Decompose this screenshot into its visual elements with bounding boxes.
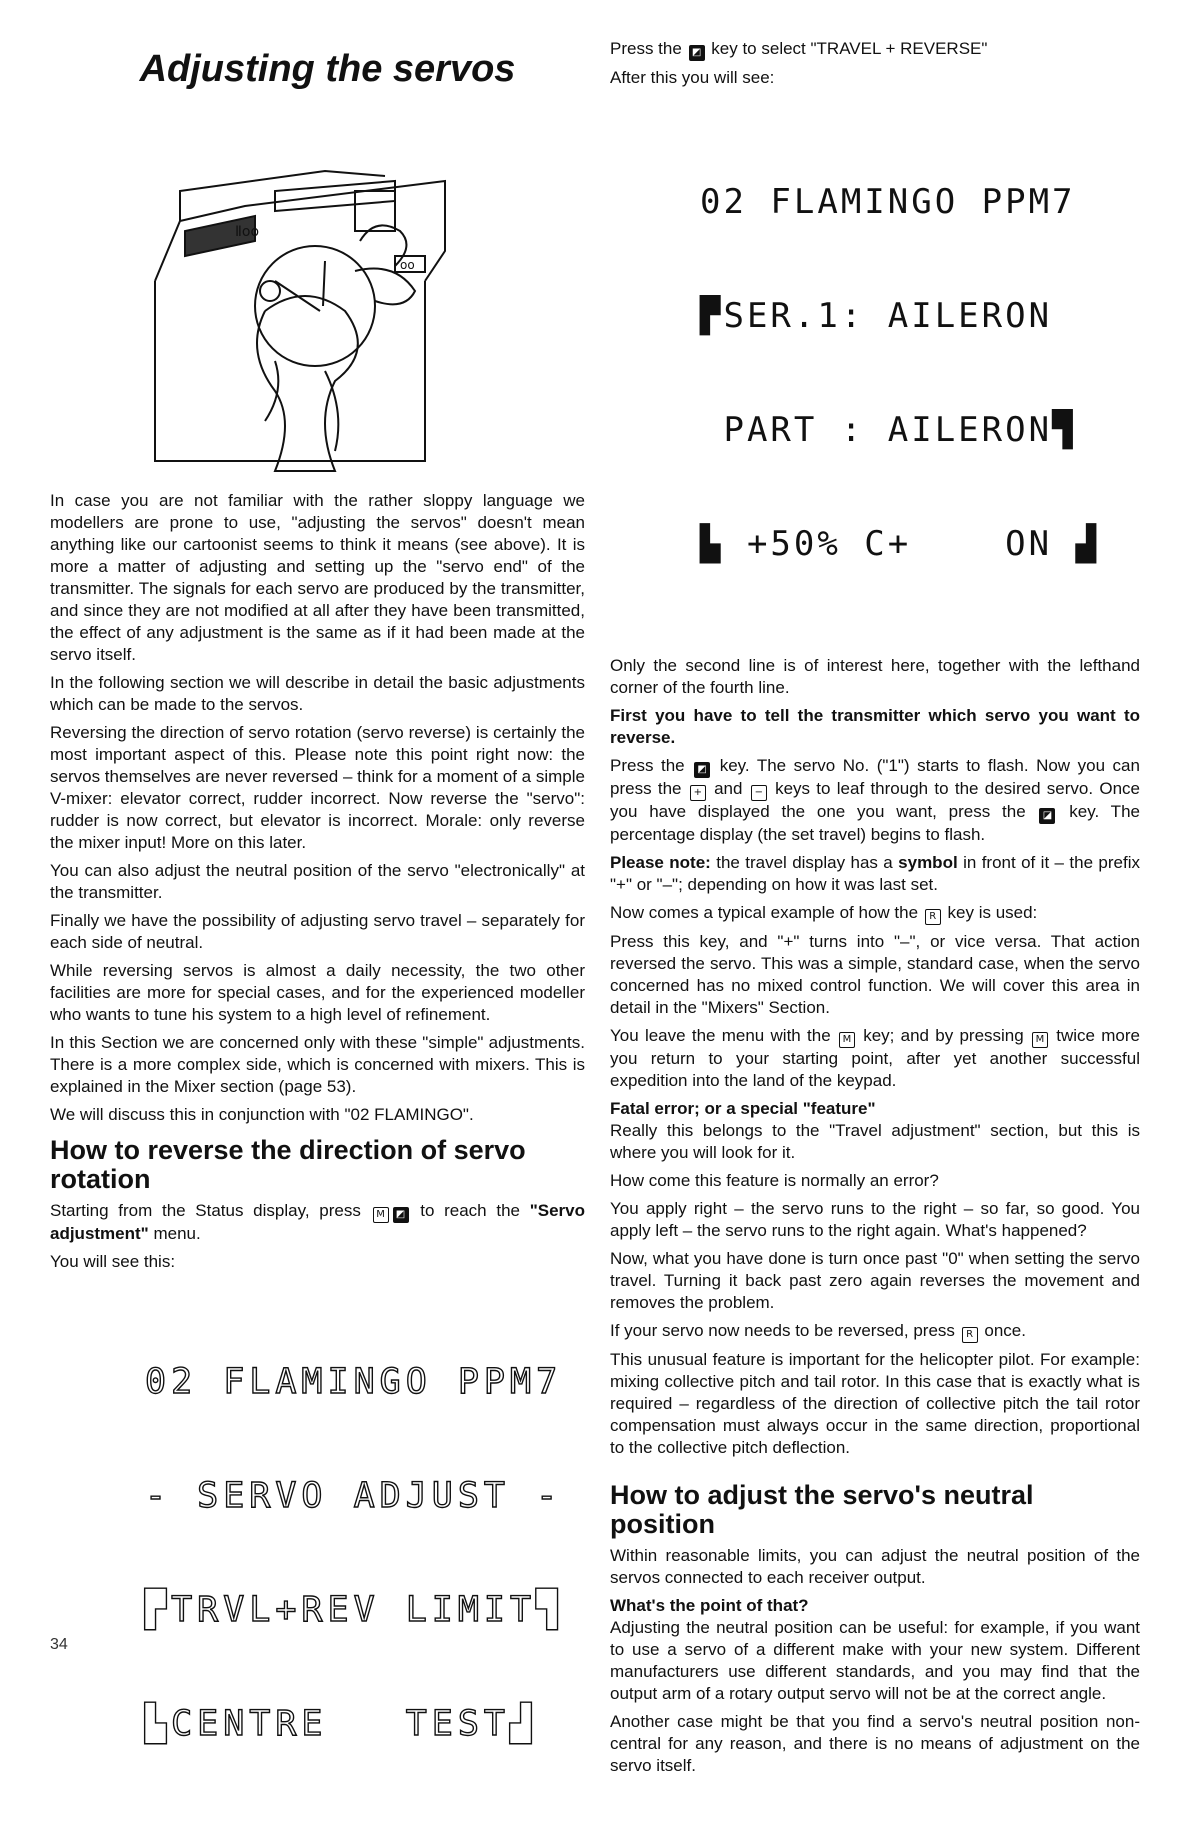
reverse-again-text: once. xyxy=(984,1321,1026,1340)
reverse-intro-the: the xyxy=(496,1201,520,1220)
symbol-word: symbol xyxy=(898,853,958,872)
svg-text:oo: oo xyxy=(400,258,415,272)
servo-select-text: Press the xyxy=(610,756,685,775)
servo-adjustment-menu-name: "Servo adjustment" xyxy=(50,1201,585,1243)
lcd-line: ▙ +50% C+ ON ▟ xyxy=(700,524,1099,564)
reverse-intro-before: Starting from the Status display, press xyxy=(50,1201,361,1220)
left-paragraph-2: In the following section we will describe in detail the basic adjustments which can be made to the servos. xyxy=(50,673,585,714)
right-intro-line-1 xyxy=(610,38,1140,61)
right-paragraph-2: Press this key, and "+" turns into "–", or vice versa. That action reversed the servo. This was a simple, standard case, when the servo concerned has no mixed control function. We will cover this area in detail in the "Mixers" Section. xyxy=(610,932,1140,1017)
servo-cartoon-icon xyxy=(125,161,485,481)
please-note-label: Please note: xyxy=(610,853,711,872)
leave-menu-text: You leave the menu with the xyxy=(610,1026,831,1045)
bold-instruction: First you have to tell the transmitter which servo you want to reverse. xyxy=(610,706,1140,747)
menu-key-icon: M xyxy=(839,1032,855,1048)
reverse-intro-menu: menu. xyxy=(153,1224,201,1243)
left-paragraph-3: Reversing the direction of servo rotation (servo reverse) is certainly the most important aspect of this. Please note this point right now: the servos themselves are never reversed – think for a moment of a simple V-mixer: elevator correct, rudder incorrect. Now reverse the "servo": rudder is now correct, but elevator is incorrect. Morale: only reverse the mixer input! More on this later. xyxy=(50,723,585,852)
right-paragraph-1: Only the second line is of interest here, together with the lefthand corner of the fourth line. xyxy=(610,656,1140,697)
select-key-icon: ◩ xyxy=(694,762,710,778)
leave-menu-paragraph xyxy=(610,1025,1140,1092)
typical-example-text: Now comes a typical example of how the xyxy=(610,903,919,922)
svg-text:Ⅱoo: Ⅱoo xyxy=(235,224,260,240)
left-paragraph-6: While reversing servos is almost a daily necessity, the two other facilities are more for special cases, and for the experienced modeller who wants to tune his system to a high level of refinement. xyxy=(50,961,585,1024)
leave-menu-text: twice more you return to your starting point, after yet another successful expedition into the land of the keypad. xyxy=(610,1026,1140,1090)
select-key-icon: ◩ xyxy=(393,1207,409,1223)
neutral-intro: Within reasonable limits, you can adjust the neutral position of the servos connected to each receiver output. xyxy=(610,1546,1140,1587)
right-intro-before: Press the xyxy=(610,39,682,58)
please-note-text: the travel display has a xyxy=(716,853,893,872)
lcd-servo-adjust-display xyxy=(145,1287,585,1819)
right-column xyxy=(610,38,1140,1783)
typical-example-text: key is used: xyxy=(947,903,1038,922)
fatal-paragraph-4: Now, what you have done is turn once past "0" when setting the servo travel. Turning it back past zero again reverses the movement and removes the problem. xyxy=(610,1249,1140,1312)
menu-key-icon: M xyxy=(373,1207,389,1223)
page-title: Adjusting the servos xyxy=(139,48,516,90)
reverse-again-text: If your servo now needs to be reversed, press xyxy=(610,1321,955,1340)
fatal-error-heading: Fatal error; or a special "feature" xyxy=(610,1099,876,1118)
cartoon-illustration xyxy=(125,161,485,481)
enter-key-icon: ◪ xyxy=(1039,808,1055,824)
reverse-key-icon: R xyxy=(925,909,941,925)
fatal-paragraph-5: This unusual feature is important for the helicopter pilot. For example: mixing collective pitch and tail rotor. In this case that is exactly what is required – regardless of the direction of collective pitch the tail rotor compensation must always occur in the same direction, proportional to the collective pitch deflection. xyxy=(610,1350,1140,1457)
servo-select-text: keys to leaf through to the desired servo. Once you have displayed the one you want, press the xyxy=(610,779,1141,821)
fatal-paragraph-2: How come this feature is normally an error? xyxy=(610,1171,939,1190)
left-paragraph-1: In case you are not familiar with the rather sloppy language we modellers are prone to use, "adjusting the servos" doesn't mean anything like our cartoonist seems to think it means (see above). It is more a matter of adjusting and setting up the "servo end" of the transmitter. The signals for each servo are produced by the transmitter, and since they are not modified at all after they have been transmitted, the effect of any adjustment is the same as if it had been made at the servo itself. xyxy=(50,491,585,664)
servo-select-text: and xyxy=(714,779,743,798)
neutral-section-heading: How to adjust the servo's neutral position xyxy=(610,1480,1034,1539)
reverse-intro xyxy=(50,1200,585,1245)
see-this-text: You will see this: xyxy=(50,1252,176,1271)
left-paragraph-8: We will discuss this in conjunction with "02 FLAMINGO". xyxy=(50,1105,474,1124)
page-number: 34 xyxy=(50,1636,68,1653)
reverse-section-heading: How to reverse the direction of servo rotation xyxy=(50,1135,526,1194)
left-paragraph-7: In this Section we are concerned only with these "simple" adjustments. There is a more complex side, which is concerned with mixers. This is explained in the Mixer section (page 53). xyxy=(50,1033,585,1096)
neutral-subhead: What's the point of that? xyxy=(610,1596,809,1615)
plus-key-icon: + xyxy=(690,785,706,801)
servo-select-paragraph xyxy=(610,755,1140,846)
menu-key-icon: M xyxy=(1032,1032,1048,1048)
please-note-text: in front of it – the prefix "+" or "–"; depending on how it was last set. xyxy=(610,853,1140,894)
neutral-paragraph-2: Another case might be that you find a servo's neutral position non-central for any reason, and there is no means of adjustment on the servo itself. xyxy=(610,1712,1140,1775)
lcd-travel-display xyxy=(700,107,1140,639)
lcd-line: - SERVO ADJUST - xyxy=(145,1476,563,1516)
left-body xyxy=(50,490,585,1833)
lcd-line: ▙CENTRE TEST▟ xyxy=(145,1704,537,1744)
right-intro-line-2: After this you will see: xyxy=(610,68,775,87)
reverse-again-paragraph xyxy=(610,1320,1140,1343)
left-paragraph-4: You can also adjust the neutral position of the servo "electronically" at the transmitter. xyxy=(50,861,585,902)
fatal-paragraph-1: Really this belongs to the "Travel adjustment" section, but this is where you will look for it. xyxy=(610,1121,1140,1162)
reverse-key-icon: R xyxy=(962,1327,978,1343)
lcd-line: ▛SER.1: AILERON xyxy=(700,296,1053,336)
lcd-line: 02 FLAMINGO PPM7 xyxy=(145,1362,563,1402)
lcd-line: ▛TRVL+REV LIMIT▜ xyxy=(145,1590,563,1630)
right-intro-after: key to select "TRAVEL + REVERSE" xyxy=(711,39,988,58)
left-column xyxy=(50,20,585,481)
servo-select-text: key. The servo No. ("1") starts to flash. Now you can press the xyxy=(610,756,1140,798)
typical-example-paragraph xyxy=(610,902,1140,925)
select-key-icon: ◩ xyxy=(689,45,705,61)
left-paragraph-5: Finally we have the possibility of adjusting servo travel – separately for each side of neutral. xyxy=(50,911,585,952)
neutral-paragraph-1: Adjusting the neutral position can be useful: for example, if you want to use a servo of a different make with your new system. Different manufacturers use different standards, and you may find that the output arm of a rotary output servo will not be at the correct angle. xyxy=(610,1618,1140,1703)
lcd-line: 02 FLAMINGO PPM7 xyxy=(700,182,1076,222)
reverse-intro-after: to reach xyxy=(420,1201,487,1220)
lcd-line: PART : AILERON▜ xyxy=(700,410,1076,450)
leave-menu-text: key; and by pressing xyxy=(863,1026,1024,1045)
servo-select-text: key. The percentage display (the set travel) begins to flash. xyxy=(610,802,1140,844)
please-note-paragraph xyxy=(610,852,1140,896)
fatal-paragraph-3: You apply right – the servo runs to the right – so far, so good. You apply left – the servo runs to the right again. What's happened? xyxy=(610,1199,1140,1240)
minus-key-icon: − xyxy=(751,785,767,801)
